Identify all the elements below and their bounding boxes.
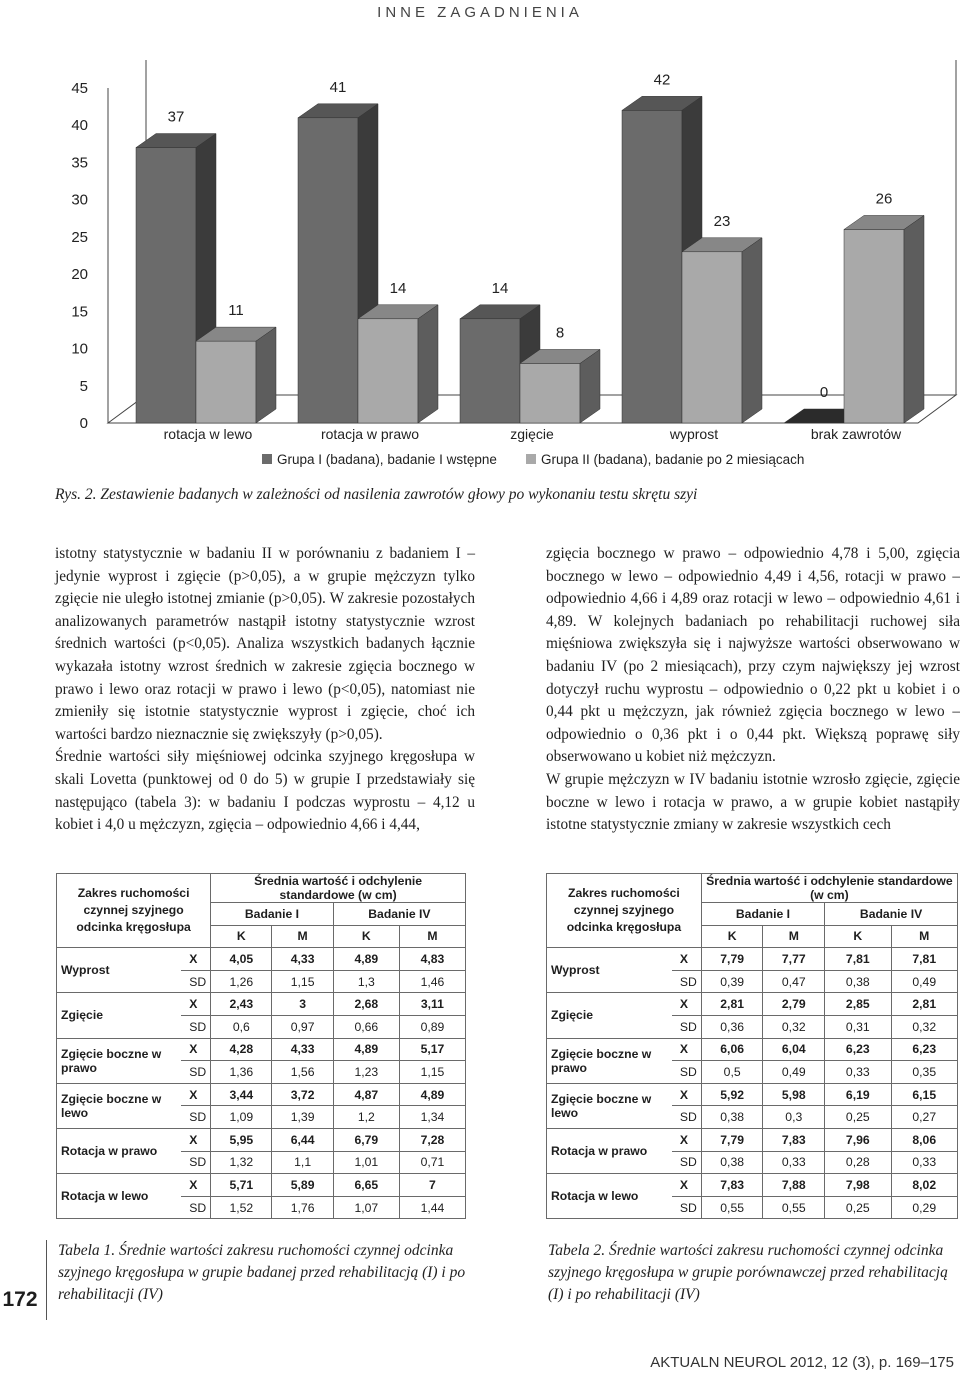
data-label: 37 [167,108,185,126]
cell-value: 2,79 [763,993,825,1016]
data-label: 14 [389,279,407,297]
cell-value: 0,35 [891,1061,958,1084]
cell-value: 0,38 [701,1106,763,1129]
bar-side [256,327,276,423]
k-header: K [333,925,399,948]
cell-value: 1,2 [333,1106,399,1129]
cell-value: 4,89 [333,948,399,971]
stat-label: X [672,993,701,1016]
running-head: INNE ZAGADNIENIA [377,4,583,21]
bar [358,319,418,423]
cell-value: 0,97 [272,1015,333,1038]
cell-value: 1,15 [399,1061,465,1084]
cell-value: 0,47 [763,970,825,993]
cell-value: 1,76 [272,1196,333,1219]
table-row [57,1128,466,1151]
cell-value: 5,89 [272,1174,333,1197]
cell-value: 0,55 [763,1196,825,1219]
cell-value: 4,89 [333,1038,399,1061]
k-header: K [701,925,763,948]
cell-value: 0,49 [763,1061,825,1084]
bar-chart [0,40,960,480]
stat-label: SD [672,1151,701,1174]
legend-swatch [526,454,536,464]
data-label: 42 [653,71,671,89]
legend-label: Grupa I (badana), badanie I wstępne [277,452,497,467]
page-number: 172 [2,1288,38,1311]
data-label: 11 [228,302,244,320]
cell-value: 1,56 [272,1061,333,1084]
cell-value: 0,71 [399,1151,465,1174]
cell-value: 7,79 [701,948,763,971]
stat-label: X [181,948,210,971]
cell-value: 1,39 [272,1106,333,1129]
stat-label: SD [672,1061,701,1084]
y-tick-label: 20 [71,266,88,284]
cell-value: 1,01 [333,1151,399,1174]
cell-value: 7,81 [825,948,891,971]
x-tick-label: rotacja w lewo [163,426,253,442]
cell-value: 7,83 [763,1128,825,1151]
cell-value: 7,28 [399,1128,465,1151]
cell-value: 0,49 [891,970,958,993]
k-header: K [825,925,891,948]
cell-value: 0,55 [701,1196,763,1219]
row-label: Wyprost [57,948,182,993]
journal-footer: AKTUALN NEUROL 2012, 12 (3), p. 169–175 [650,1354,954,1371]
table-row [547,1174,958,1197]
cell-value: 0,38 [825,970,891,993]
cell-value: 7,77 [763,948,825,971]
bar [136,148,196,423]
cell-value: 2,81 [701,993,763,1016]
badanie-i-header: Badanie I [211,903,334,926]
cell-value: 0,33 [891,1151,958,1174]
m-header: M [272,925,333,948]
row-label: Zgięcie [57,993,182,1038]
y-tick-label: 35 [71,154,88,172]
table-row [57,1174,466,1197]
cell-value: 0,6 [211,1015,272,1038]
cell-value: 8,02 [891,1174,958,1197]
table-1-caption: Tabela 1. Średnie wartości zakresu ruchomości czynnej odcinka szyjnego kręgosłupa w grupie badanej przed rehabilitacją (I) i po rehabilitacji (IV) [58,1242,466,1303]
table-2-caption: Tabela 2. Średnie wartości zakresu ruchomości czynnej odcinka szyjnego kręgosłupa w grupie porównawczej przed rehabilitacją (I) i po rehabilitacji (IV) [548,1242,948,1303]
cell-value: 3,11 [399,993,465,1016]
cell-value: 0,28 [825,1151,891,1174]
stat-label: X [672,1128,701,1151]
cell-value: 3,44 [211,1083,272,1106]
cell-value: 7,79 [701,1128,763,1151]
y-tick-label: 30 [71,191,88,209]
cell-value: 7,88 [763,1174,825,1197]
cell-value: 1,52 [211,1196,272,1219]
cell-value: 0,5 [701,1061,763,1084]
cell-value: 1,32 [211,1151,272,1174]
table-2 [546,873,958,1219]
stat-label: SD [672,1015,701,1038]
row-label: Rotacja w lewo [57,1174,182,1219]
stat-label: SD [672,1196,701,1219]
table-row [547,1128,958,1151]
table-1 [56,873,466,1219]
cell-value: 0,29 [891,1196,958,1219]
cell-value: 5,95 [211,1128,272,1151]
badanie-iv-header: Badanie IV [333,903,465,926]
stat-label: SD [181,1015,210,1038]
stat-label: X [181,1128,210,1151]
cell-value: 7,96 [825,1128,891,1151]
bar-side [904,215,924,423]
table-row [547,993,958,1016]
bar [196,341,256,423]
m-header: M [763,925,825,948]
x-tick-label: brak zawrotów [810,426,902,442]
cell-value: 1,26 [211,970,272,993]
y-tick-label: 45 [71,80,88,97]
data-label: 41 [329,78,347,96]
bar [622,110,682,423]
row-label: Zgięcie boczne w lewo [547,1083,672,1128]
table-row [547,948,958,971]
table-row [57,1038,466,1061]
y-tick-label: 10 [71,340,88,358]
paragraph: W grupie mężczyzn w IV badaniu istotnie wzrosło zgięcie, zgięcie boczne w lewo i rotacja w prawo, a w grupie kobiet nastąpiły istotne statystycznie zmiany w zakresie wszystkich cech [546,770,960,834]
stat-label: SD [181,1106,210,1129]
paragraph: istotny statystycznie w badaniu II w porównaniu z badaniem I – jedynie wyprost i zgięcie (p>0,05), a w grupie mężczyzn tylko zgięcie nie uległo istotnej zmianie (p>0,05). W zakresie pozostałych analizowanych parametrów nastąpił istotny statystycznie wzrost średnich wartości (p<0,05). Analiza wszystkich badanych łącznie wykazała istotny wzrost średnich w zakresie zgięcia bocznego w prawo i lewo oraz rotacji w prawo i lewo (p<0,05), natomiast nie zmieniły się istotnie statystycznie wyprost i zgięcie, choć ich wartości bardzo nieznacznie się zwiększyły (p>0,05). [55,545,475,743]
table-title-header: Średnia wartość i odchylenie standardowe (w cm) [211,874,466,903]
cell-value: 4,28 [211,1038,272,1061]
cell-value: 0,27 [891,1106,958,1129]
cell-value: 4,33 [272,948,333,971]
cell-value: 0,39 [701,970,763,993]
table-corner-header: Zakres ruchomości czynnej szyjnego odcinka kręgosłupa [547,874,702,948]
y-tick-label: 0 [79,415,88,432]
stat-label: SD [672,1106,701,1129]
cell-value: 4,33 [272,1038,333,1061]
cell-value: 6,04 [763,1038,825,1061]
cell-value: 1,1 [272,1151,333,1174]
bar [682,252,742,423]
cell-value: 7,98 [825,1174,891,1197]
cell-value: 2,43 [211,993,272,1016]
text-column-right [546,543,960,837]
cell-value: 3,72 [272,1083,333,1106]
cell-value: 6,06 [701,1038,763,1061]
bar-side [742,238,762,423]
stat-label: SD [181,1151,210,1174]
data-label: 23 [713,212,731,230]
cell-value: 0,32 [763,1015,825,1038]
cell-value: 2,68 [333,993,399,1016]
cell-value: 5,17 [399,1038,465,1061]
stat-label: X [672,948,701,971]
cell-value: 4,87 [333,1083,399,1106]
bar [520,363,580,423]
cell-value: 1,36 [211,1061,272,1084]
data-label: 0 [819,384,829,401]
row-label: Zgięcie boczne w lewo [57,1083,182,1128]
stat-label: X [672,1083,701,1106]
y-tick-label: 40 [71,117,88,135]
cell-value: 1,15 [272,970,333,993]
cell-value: 7,83 [701,1174,763,1197]
y-tick-label: 25 [71,228,88,246]
page-number-rule [46,1240,47,1320]
cell-value: 0,38 [701,1151,763,1174]
cell-value: 7 [399,1174,465,1197]
cell-value: 6,65 [333,1174,399,1197]
cell-value: 0,32 [891,1015,958,1038]
legend-swatch [262,454,272,464]
stat-label: X [181,1038,210,1061]
cell-value: 6,23 [825,1038,891,1061]
text-column-left [55,543,475,837]
stat-label: X [181,993,210,1016]
y-tick-label: 5 [79,377,88,395]
stat-label: SD [181,970,210,993]
cell-value: 6,79 [333,1128,399,1151]
cell-value: 1,3 [333,970,399,993]
row-label: Rotacja w prawo [547,1128,672,1173]
cell-value: 4,83 [399,948,465,971]
cell-value: 0,31 [825,1015,891,1038]
cell-value: 1,23 [333,1061,399,1084]
stat-label: X [672,1038,701,1061]
table-row [57,948,466,971]
stat-label: SD [181,1196,210,1219]
stat-label: X [181,1174,210,1197]
badanie-i-header: Badanie I [701,903,824,926]
cell-value: 6,19 [825,1083,891,1106]
cell-value: 1,34 [399,1106,465,1129]
cell-value: 0,33 [825,1061,891,1084]
stat-label: SD [672,970,701,993]
row-label: Rotacja w prawo [57,1128,182,1173]
bar [460,319,520,423]
bar [844,229,904,423]
figure-caption: Rys. 2. Zestawienie badanych w zależności od nasilenia zawrotów głowy po wykonaniu testu skrętu szyi [55,486,698,503]
stat-label: X [181,1083,210,1106]
cell-value: 3 [272,993,333,1016]
badanie-iv-header: Badanie IV [825,903,958,926]
table-row [547,1083,958,1106]
row-label: Zgięcie boczne w prawo [547,1038,672,1083]
x-tick-label: zgięcie [510,426,554,442]
cell-value: 0,3 [763,1106,825,1129]
y-tick-label: 15 [71,303,88,321]
row-label: Wyprost [547,948,672,993]
row-label: Zgięcie boczne w prawo [57,1038,182,1083]
cell-value: 2,85 [825,993,891,1016]
cell-value: 4,89 [399,1083,465,1106]
data-label: 14 [491,279,509,297]
cell-value: 0,66 [333,1015,399,1038]
table-row [57,993,466,1016]
cell-value: 5,71 [211,1174,272,1197]
k-header: K [211,925,272,948]
cell-value: 1,46 [399,970,465,993]
cell-value: 6,44 [272,1128,333,1151]
table-row [547,1038,958,1061]
cell-value: 1,09 [211,1106,272,1129]
table-title-header: Średnia wartość i odchylenie standardowe (w cm) [701,874,957,903]
cell-value: 0,25 [825,1196,891,1219]
paragraph: zgięcia bocznego w prawo – odpowiednio 4,78 i 5,00, zgięcia bocznego w lewo – odpowiednio 4,49 i 4,56, rotacji w prawo – odpowiednio 4,66 i 4,89 oraz rotacji w lewo – odpowiednio 4,61 i 4,89. W kolejnych badaniach po rehabilitacji ruchowej siła mięśniowa zwiększyła się i najwyższe wartości obserwowano w badaniu IV (po 2 miesiącach), przy czym największy jej wzrost dotyczył ruchu wyprostu – odpowiednio o 0,22 pkt u kobiet i o 0,44 pkt u mężczyzn, jak również zgięcia bocznego w lewo – odpowiednio o 0,36 pkt i o 0,44 pkt. Większą poprawę siły obserwowano u kobiet niż mężczyzn. [546,545,960,766]
m-header: M [399,925,465,948]
cell-value: 6,15 [891,1083,958,1106]
cell-value: 0,25 [825,1106,891,1129]
m-header: M [891,925,958,948]
cell-value: 6,23 [891,1038,958,1061]
stat-label: SD [181,1061,210,1084]
data-label: 26 [875,190,893,208]
x-tick-label: wyprost [669,426,719,442]
x-tick-label: rotacja w prawo [320,426,420,442]
stat-label: X [672,1174,701,1197]
cell-value: 1,44 [399,1196,465,1219]
cell-value: 0,36 [701,1015,763,1038]
bar [298,118,358,423]
cell-value: 5,92 [701,1083,763,1106]
table-corner-header: Zakres ruchomości czynnej szyjnego odcinka kręgosłupa [57,874,211,948]
table-row [57,1083,466,1106]
cell-value: 0,89 [399,1015,465,1038]
cell-value: 1,07 [333,1196,399,1219]
paragraph: Średnie wartości siły mięśniowej odcinka szyjnego kręgosłupa w skali Lovetta (punktowej od 0 do 5) w grupie I przedstawiały się następująco (tabela 3): w badaniu I podczas wyprostu – 4,12 u kobiet i 4,0 u mężczyzn, zgięcia – odpowiednio 4,66 i 4,44, [55,748,475,834]
bar-side [418,305,438,423]
row-label: Zgięcie [547,993,672,1038]
data-label: 8 [555,324,565,342]
cell-value: 0,33 [763,1151,825,1174]
cell-value: 2,81 [891,993,958,1016]
cell-value: 5,98 [763,1083,825,1106]
cell-value: 4,05 [211,948,272,971]
row-label: Rotacja w lewo [547,1174,672,1219]
cell-value: 7,81 [891,948,958,971]
cell-value: 8,06 [891,1128,958,1151]
legend-label: Grupa II (badana), badanie po 2 miesiącach [541,452,805,467]
